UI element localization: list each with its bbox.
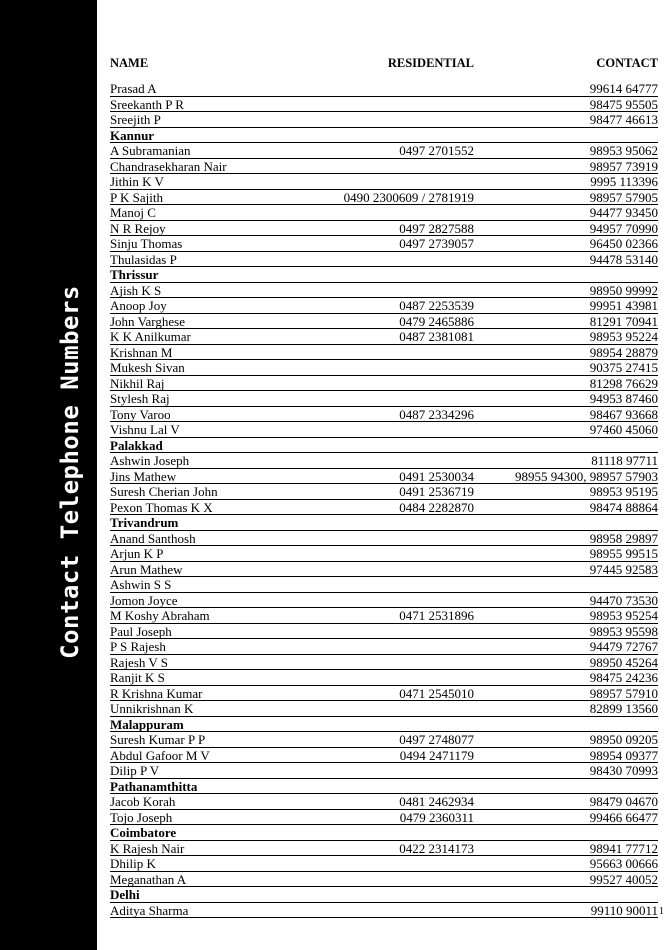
cell-name: Abdul Gafoor M V <box>110 747 210 763</box>
cell-residential: 0484 2282870 <box>399 499 474 515</box>
table-row <box>110 484 658 500</box>
cell-name: Arun Mathew <box>110 561 183 577</box>
table-row <box>110 391 658 407</box>
table-row <box>110 376 658 392</box>
cell-contact: 98953 95598 <box>589 623 658 639</box>
cell-name: Jacob Korah <box>110 794 176 809</box>
cell-residential: 0471 2545010 <box>399 685 474 701</box>
cell-contact: 98953 95062 <box>589 143 658 158</box>
table-row <box>110 190 658 206</box>
cell-name: Dilip P V <box>110 763 160 778</box>
cell-contact: 98958 29897 <box>589 530 658 546</box>
table-row <box>110 112 658 128</box>
table-row <box>110 593 658 609</box>
cell-contact: 81298 76629 <box>589 375 658 391</box>
cell-residential: 0487 2253539 <box>399 298 474 313</box>
table-header <box>110 56 658 70</box>
page-number: 1 <box>659 906 664 917</box>
table-row <box>110 577 658 593</box>
cell-residential: 0422 2314173 <box>399 840 474 856</box>
cell-residential: 0490 2300609 / 2781919 <box>343 189 474 205</box>
cell-contact: 94953 87460 <box>589 391 658 406</box>
table-row <box>110 531 658 547</box>
section-heading: Palakkad <box>110 437 163 453</box>
cell-residential: 0479 2360311 <box>399 809 474 825</box>
table-row <box>110 422 658 438</box>
table-row <box>110 469 658 485</box>
section-heading: Trivandrum <box>110 515 179 530</box>
cell-contact: 96450 02366 <box>589 236 658 251</box>
table-row <box>110 639 658 655</box>
contact-table <box>110 81 658 918</box>
cell-name: Mukesh Sivan <box>110 360 185 375</box>
cell-contact: 95663 00666 <box>589 856 658 871</box>
cell-contact: 98950 99992 <box>589 282 658 298</box>
cell-residential: 0494 2471179 <box>399 747 474 763</box>
cell-name: Vishnu Lal V <box>110 422 180 437</box>
cell-name: Tony Varoo <box>110 406 171 422</box>
cell-name: R Krishna Kumar <box>110 685 203 701</box>
table-row <box>110 732 658 748</box>
cell-contact: 94957 70990 <box>589 220 658 236</box>
cell-residential: 0497 2701552 <box>399 143 474 158</box>
cell-residential: 0487 2334296 <box>399 406 474 422</box>
cell-residential: 0479 2465886 <box>399 313 474 329</box>
cell-name: Rajesh V S <box>110 654 169 670</box>
cell-contact: 94470 73530 <box>589 592 658 608</box>
cell-contact: 98954 09377 <box>589 747 658 763</box>
table-row <box>110 174 658 190</box>
cell-contact: 99466 66477 <box>589 809 658 825</box>
cell-contact: 99614 64777 <box>589 81 658 96</box>
cell-name: Chandrasekharan Nair <box>110 158 227 174</box>
table-row <box>110 856 658 872</box>
table-row <box>110 810 658 826</box>
cell-contact: 98953 95224 <box>589 329 658 344</box>
cell-contact: 97445 92583 <box>589 561 658 577</box>
cell-residential: 0471 2531896 <box>399 608 474 623</box>
cell-contact: 98955 99515 <box>589 546 658 561</box>
cell-name: Paul Joseph <box>110 623 172 639</box>
cell-residential: 0497 2827588 <box>399 220 474 236</box>
cell-name: Sinju Thomas <box>110 236 183 251</box>
section-heading: Coimbatore <box>110 825 177 840</box>
cell-contact: 98957 57910 <box>589 685 658 701</box>
cell-contact: 98950 45264 <box>589 654 658 670</box>
column-header-contact: CONTACT <box>596 56 658 70</box>
cell-residential: 0487 2381081 <box>399 329 474 344</box>
cell-residential: 0491 2530034 <box>399 468 474 484</box>
cell-contact: 98941 77712 <box>589 840 658 856</box>
sidebar-title: Contact Telephone Numbers <box>56 285 84 659</box>
cell-name: Anoop Joy <box>110 298 167 313</box>
table-row <box>110 407 658 423</box>
cell-contact: 94479 72767 <box>589 639 658 654</box>
cell-contact: 97460 45060 <box>589 422 658 437</box>
cell-contact: 98953 95254 <box>589 608 658 623</box>
cell-name: Jithin K V <box>110 174 164 189</box>
cell-name: Thulasidas P <box>110 251 177 267</box>
cell-contact: 99951 43981 <box>589 298 658 313</box>
cell-name: Sreejith P <box>110 112 161 127</box>
cell-contact: 94477 93450 <box>589 205 658 220</box>
cell-contact: 98467 93668 <box>589 406 658 422</box>
table-row <box>110 546 658 562</box>
cell-name: Prasad A <box>110 81 157 96</box>
cell-name: Suresh Cherian John <box>110 484 218 499</box>
table-row <box>110 283 658 299</box>
table-row <box>110 453 658 469</box>
table-row <box>110 159 658 175</box>
section-heading: Delhi <box>110 887 140 902</box>
cell-name: Anand Santhosh <box>110 530 196 546</box>
cell-name: Arjun K P <box>110 546 164 561</box>
cell-contact: 98953 95195 <box>589 484 658 499</box>
column-header-residential: RESIDENTIAL <box>387 56 474 70</box>
cell-contact: 98479 04670 <box>589 794 658 809</box>
table-row <box>110 670 658 686</box>
cell-contact: 98957 73919 <box>589 158 658 174</box>
cell-name: A Subramanian <box>110 143 191 158</box>
cell-contact: 98477 46613 <box>589 112 658 127</box>
table-row <box>110 500 658 516</box>
cell-name: Ranjit K S <box>110 670 165 685</box>
section-row <box>110 825 658 841</box>
cell-residential: 0491 2536719 <box>399 484 474 499</box>
table-row <box>110 345 658 361</box>
cell-contact: 9995 113396 <box>590 174 658 189</box>
cell-contact: 98474 88864 <box>589 499 658 515</box>
cell-contact: 82899 13560 <box>589 701 658 716</box>
cell-contact: 99110 90011 <box>590 902 658 918</box>
table-row <box>110 701 658 717</box>
table-row <box>110 841 658 857</box>
section-row <box>110 887 658 903</box>
table-row <box>110 97 658 113</box>
cell-contact: 98957 57905 <box>589 189 658 205</box>
cell-name: K Rajesh Nair <box>110 840 185 856</box>
table-row <box>110 329 658 345</box>
cell-name: Tojo Joseph <box>110 809 173 825</box>
cell-name: P K Sajith <box>110 189 163 205</box>
cell-contact: 98475 95505 <box>589 96 658 112</box>
section-row <box>110 717 658 733</box>
cell-contact: 90375 27415 <box>589 360 658 375</box>
cell-name: Sreekanth P R <box>110 96 184 112</box>
cell-name: M Koshy Abraham <box>110 608 210 623</box>
cell-name: John Varghese <box>110 313 185 329</box>
cell-contact: 98950 09205 <box>589 732 658 747</box>
cell-contact: 98430 70993 <box>589 763 658 778</box>
table-row <box>110 872 658 888</box>
cell-name: Ashwin S S <box>110 577 172 592</box>
table-row <box>110 562 658 578</box>
table-row <box>110 252 658 268</box>
cell-name: Krishnan M <box>110 344 173 360</box>
section-row <box>110 779 658 795</box>
table-row <box>110 748 658 764</box>
cell-residential: 0497 2748077 <box>399 732 474 747</box>
table-row <box>110 81 658 97</box>
cell-contact: 81118 97711 <box>591 453 658 468</box>
cell-contact: 98955 94300, 98957 57903 <box>515 468 658 484</box>
section-row <box>110 515 658 531</box>
cell-contact: 98954 28879 <box>589 344 658 360</box>
cell-name: Pexon Thomas K X <box>110 499 213 515</box>
section-row <box>110 267 658 283</box>
table-row <box>110 205 658 221</box>
table-row <box>110 763 658 779</box>
cell-residential: 0481 2462934 <box>399 794 474 809</box>
cell-name: N R Rejoy <box>110 220 166 236</box>
cell-name: Suresh Kumar P P <box>110 732 206 747</box>
section-heading: Thrissur <box>110 267 159 282</box>
cell-name: Dhilip K <box>110 856 156 871</box>
cell-residential: 0497 2739057 <box>399 236 474 251</box>
table-row <box>110 903 658 919</box>
cell-name: Aditya Sharma <box>110 902 189 918</box>
table-row <box>110 794 658 810</box>
table-row <box>110 686 658 702</box>
table-row <box>110 298 658 314</box>
table-row <box>110 143 658 159</box>
cell-name: Jins Mathew <box>110 468 177 484</box>
section-row <box>110 128 658 144</box>
table-row <box>110 314 658 330</box>
cell-name: Meganathan A <box>110 871 187 887</box>
column-header-name: NAME <box>110 56 149 70</box>
table-row <box>110 624 658 640</box>
cell-name: P S Rajesh <box>110 639 166 654</box>
cell-contact: 94478 53140 <box>589 251 658 267</box>
table-row <box>110 608 658 624</box>
cell-name: K K Anilkumar <box>110 329 191 344</box>
sidebar-band <box>0 0 97 950</box>
table-row <box>110 360 658 376</box>
cell-contact: 81291 70941 <box>589 313 658 329</box>
cell-name: Manoj C <box>110 205 156 220</box>
section-row <box>110 438 658 454</box>
table-row <box>110 221 658 237</box>
cell-name: Jomon Joyce <box>110 592 178 608</box>
section-heading: Kannur <box>110 127 155 143</box>
cell-contact: 98475 24236 <box>589 670 658 685</box>
table-row <box>110 655 658 671</box>
cell-name: Unnikrishnan K <box>110 701 194 716</box>
cell-name: Stylesh Raj <box>110 391 170 406</box>
cell-name: Nikhil Raj <box>110 375 165 391</box>
cell-name: Ajish K S <box>110 282 162 298</box>
cell-name: Ashwin Joseph <box>110 453 190 468</box>
cell-contact: 99527 40052 <box>589 871 658 887</box>
section-heading: Malappuram <box>110 716 184 732</box>
section-heading: Pathanamthitta <box>110 778 198 794</box>
table-row <box>110 236 658 252</box>
